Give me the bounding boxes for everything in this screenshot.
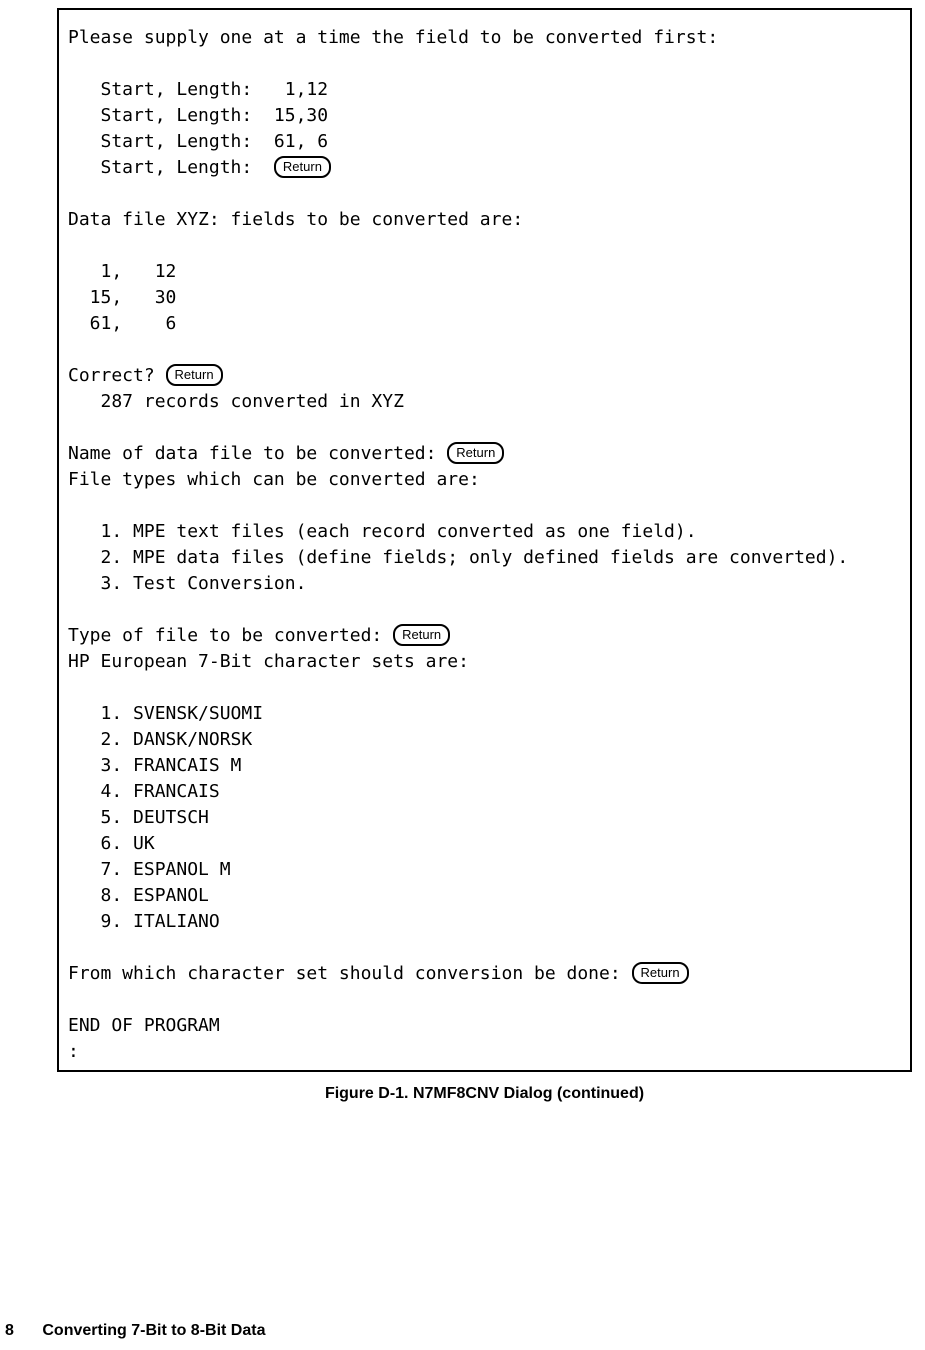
terminal-line	[68, 909, 902, 935]
terminal-line	[68, 883, 902, 909]
return-key-icon: Return	[274, 156, 331, 178]
terminal-line-text: Type of file to be converted:	[68, 625, 394, 646]
terminal-line	[68, 649, 902, 675]
terminal-line	[68, 753, 902, 779]
terminal-line	[68, 77, 902, 103]
terminal-line-text: 6. UK	[68, 833, 155, 854]
terminal-line	[68, 519, 902, 545]
terminal-line	[68, 155, 902, 181]
terminal-line	[68, 623, 902, 649]
terminal-line-text: END OF PROGRAM	[68, 1015, 220, 1036]
terminal-line-text: 9. ITALIANO	[68, 911, 220, 932]
terminal-line	[68, 207, 902, 233]
return-key-icon: Return	[632, 962, 689, 984]
terminal-line-text: 287 records converted in XYZ	[68, 391, 404, 412]
terminal-line-text: 3. Test Conversion.	[68, 573, 307, 594]
terminal-line	[68, 831, 902, 857]
terminal-line	[68, 701, 902, 727]
terminal-line	[68, 129, 902, 155]
terminal-line	[68, 857, 902, 883]
terminal-line	[68, 675, 902, 701]
terminal-line-text: Start, Length: 15,30	[68, 105, 329, 126]
terminal-line	[68, 441, 902, 467]
terminal-dialog-box	[57, 8, 912, 1072]
terminal-line-text: 15, 30	[68, 287, 177, 308]
terminal-line	[68, 389, 902, 415]
terminal-line	[68, 337, 902, 363]
terminal-line	[68, 1039, 902, 1065]
terminal-line	[68, 571, 902, 597]
terminal-line	[68, 181, 902, 207]
terminal-line	[68, 779, 902, 805]
terminal-line	[68, 259, 902, 285]
terminal-output	[68, 25, 902, 1065]
terminal-line-text: Name of data file to be converted:	[68, 443, 448, 464]
terminal-line-text: 5. DEUTSCH	[68, 807, 209, 828]
terminal-line	[68, 727, 902, 753]
terminal-line	[68, 805, 902, 831]
terminal-line	[68, 1013, 902, 1039]
terminal-line	[68, 545, 902, 571]
terminal-line-text: 61, 6	[68, 313, 177, 334]
terminal-line-text: Correct?	[68, 365, 166, 386]
page-footer	[5, 1322, 265, 1340]
terminal-line	[68, 25, 902, 51]
terminal-line	[68, 987, 902, 1013]
terminal-line	[68, 493, 902, 519]
terminal-line	[68, 961, 902, 987]
return-key-icon: Return	[166, 364, 223, 386]
terminal-line	[68, 311, 902, 337]
figure-caption: Figure D-1. N7MF8CNV Dialog (continued)	[324, 1085, 645, 1102]
terminal-line	[68, 467, 902, 493]
terminal-line	[68, 285, 902, 311]
terminal-line-text: 8. ESPANOL	[68, 885, 209, 906]
terminal-line-text: HP European 7-Bit character sets are:	[68, 651, 469, 672]
terminal-line	[68, 597, 902, 623]
terminal-line	[68, 935, 902, 961]
terminal-line	[68, 103, 902, 129]
terminal-line	[68, 233, 902, 259]
terminal-line-text: File types which can be converted are:	[68, 469, 480, 490]
terminal-line	[68, 51, 902, 77]
terminal-line-text: 1. SVENSK/SUOMI	[68, 703, 264, 724]
terminal-line-text: :	[68, 1041, 79, 1062]
terminal-line-text: Data file XYZ: fields to be converted are:	[68, 209, 524, 230]
terminal-line-text: 2. DANSK/NORSK	[68, 729, 253, 750]
terminal-line-text: Start, Length:	[68, 157, 274, 178]
terminal-line-text: 3. FRANCAIS M	[68, 755, 242, 776]
terminal-line-text: 1, 12	[68, 261, 177, 282]
terminal-line-text: 1. MPE text files (each record converted as one field).	[68, 521, 697, 542]
terminal-line-text: From which character set should conversion be done:	[68, 963, 632, 984]
terminal-line-text: Please supply one at a time the field to be converted first:	[68, 27, 719, 48]
terminal-line-text: 7. ESPANOL M	[68, 859, 231, 880]
chapter-title: Converting 7-Bit to 8-Bit Data	[42, 1322, 266, 1339]
terminal-line-text: Start, Length: 1,12	[68, 79, 329, 100]
return-key-icon: Return	[393, 624, 450, 646]
terminal-line-text: 2. MPE data files (define fields; only defined fields are converted).	[68, 547, 849, 568]
terminal-line	[68, 363, 902, 389]
terminal-line	[68, 415, 902, 441]
page-number: 8	[5, 1322, 14, 1339]
terminal-line-text: Start, Length: 61, 6	[68, 131, 329, 152]
return-key-icon: Return	[447, 442, 504, 464]
terminal-line-text: 4. FRANCAIS	[68, 781, 220, 802]
